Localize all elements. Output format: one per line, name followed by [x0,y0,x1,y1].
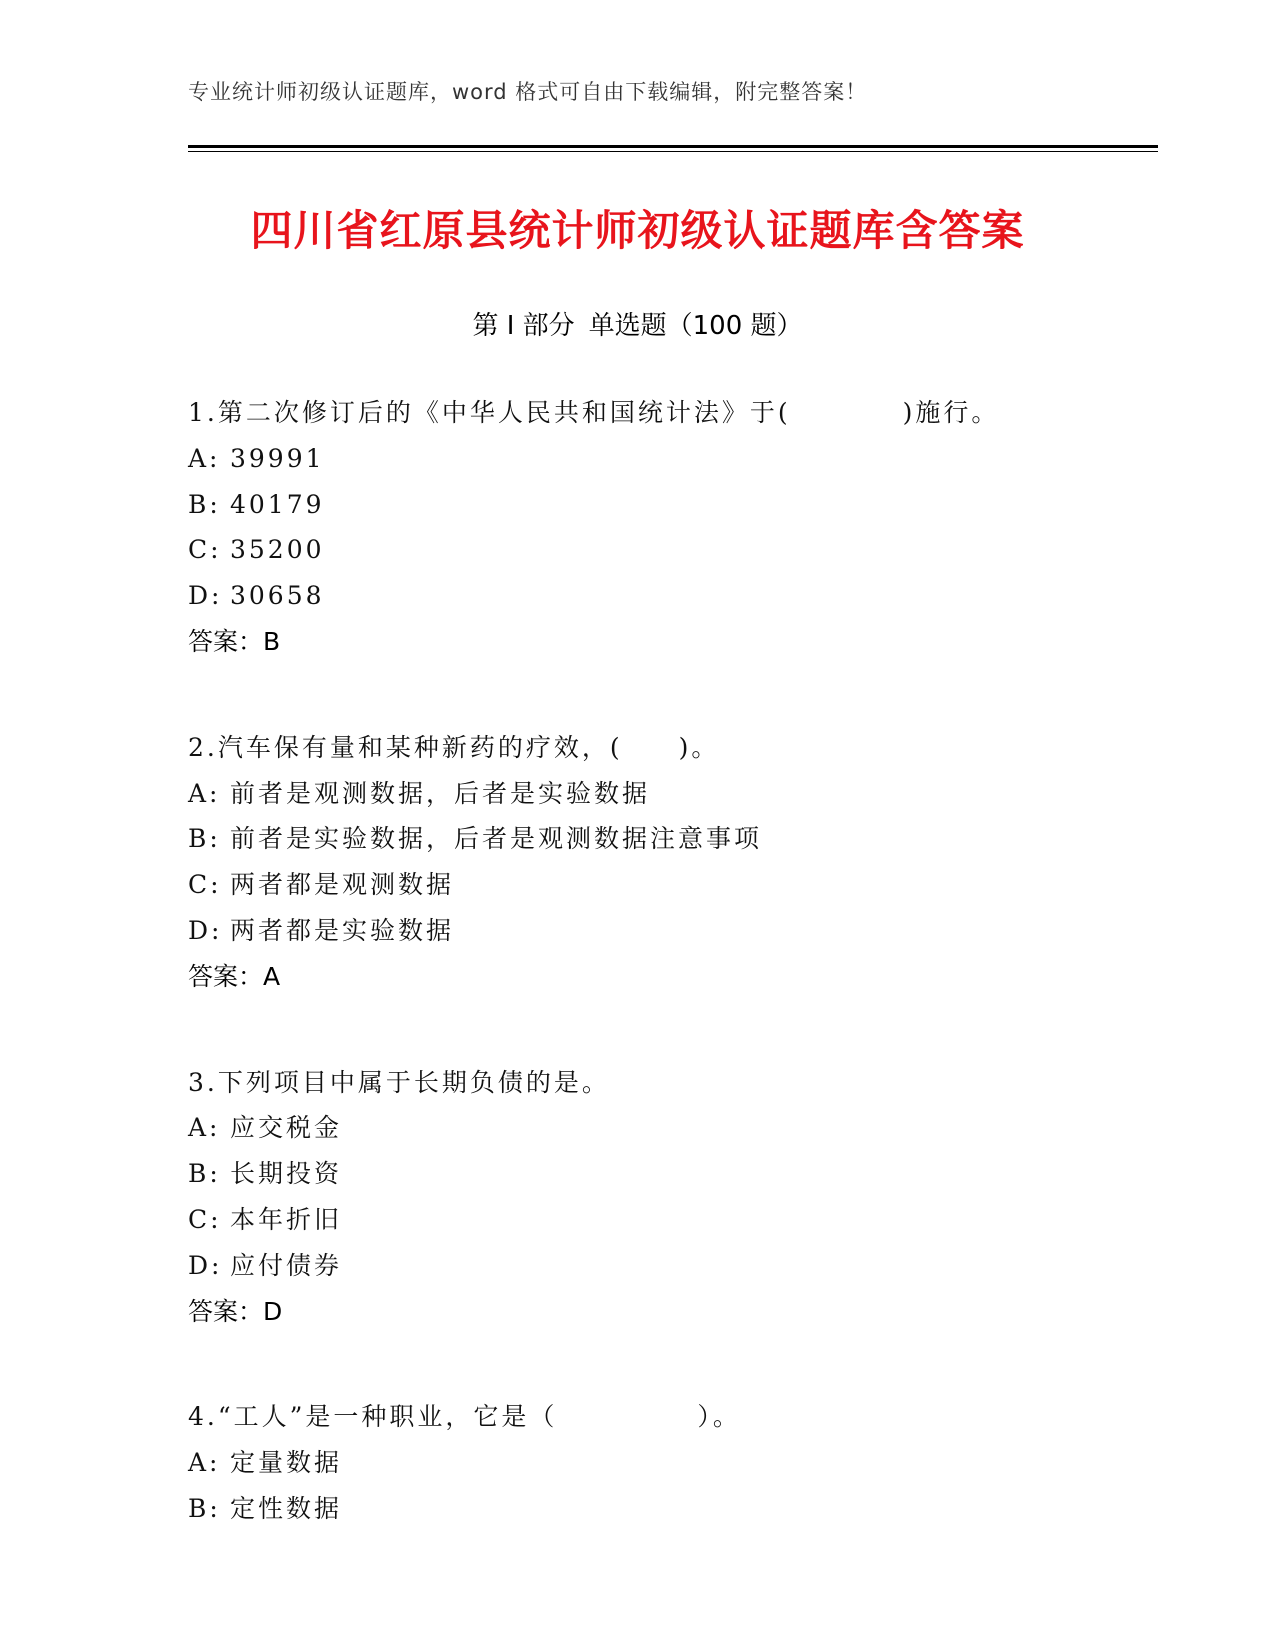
option-key: D: [188,581,223,611]
option-key: D: [188,915,223,945]
option-key: A: [188,778,221,808]
option-key: D: [188,1250,223,1280]
option-a [188,1440,1148,1486]
option-key: B: [188,1493,221,1523]
option-text: 应付债券 [230,1250,343,1280]
option-text: 本年折旧 [230,1204,343,1234]
option-b [188,1151,1148,1197]
option-key: A: [188,1113,221,1143]
question-text: 3.下列项目中属于长期负债的是。 [188,1067,610,1097]
header-rule-thin [188,151,1158,152]
section-heading [0,305,1275,342]
option-text: 定量数据 [230,1448,343,1478]
option-text: 定性数据 [230,1493,343,1523]
option-text: 前者是观测数据，后者是实验数据 [230,778,651,808]
question-4 [188,1394,1148,1531]
option-key: C: [188,1204,222,1234]
option-key: B: [188,1159,221,1189]
option-text: 30658 [230,581,325,611]
option-text: 两者都是观测数据 [230,870,455,900]
option-c [188,527,1148,573]
option-text: 35200 [230,535,325,565]
header-rule [188,145,1158,148]
option-key: C: [188,870,222,900]
option-b [188,482,1148,528]
option-text: 39991 [230,443,325,473]
section-part: 第 I 部分 [472,311,575,341]
option-d [188,1243,1148,1289]
option-text: 应交税金 [230,1113,343,1143]
option-b [188,1486,1148,1532]
question-2 [188,725,1148,1000]
option-key: A: [188,443,221,473]
option-d [188,908,1148,954]
question-text: 1.第二次修订后的《中华人民共和国统计法》于( )施行。 [188,398,1000,427]
question-text: 4.“工人”是一种职业，它是（ ）。 [188,1402,741,1432]
question-text: 2.汽车保有量和某种新药的疗效，( )。 [188,732,720,762]
question-3 [188,1060,1148,1335]
question-1 [188,390,1148,665]
answer: 答案：B [188,626,281,656]
option-key: B: [188,489,221,519]
option-text: 前者是实验数据，后者是观测数据注意事项 [230,824,763,854]
option-c [188,862,1148,908]
option-text: 长期投资 [230,1159,343,1189]
option-a [188,436,1148,482]
section-type: 单选题（100 题） [588,311,803,341]
option-a [188,1105,1148,1151]
option-b [188,816,1148,862]
answer: 答案：D [188,1296,283,1326]
header-note: 专业统计师初级认证题库，word 格式可自由下载编辑，附完整答案！ [188,80,868,104]
question-list [188,390,1148,1592]
option-text: 40179 [230,489,325,519]
option-a [188,771,1148,817]
option-key: B: [188,824,221,854]
option-key: A: [188,1448,221,1478]
option-c [188,1197,1148,1243]
answer: 答案：A [188,961,281,991]
option-d [188,573,1148,619]
option-text: 两者都是实验数据 [230,915,455,945]
document-title: 四川省红原县统计师初级认证题库含答案 [250,206,1025,255]
option-key: C: [188,535,222,565]
